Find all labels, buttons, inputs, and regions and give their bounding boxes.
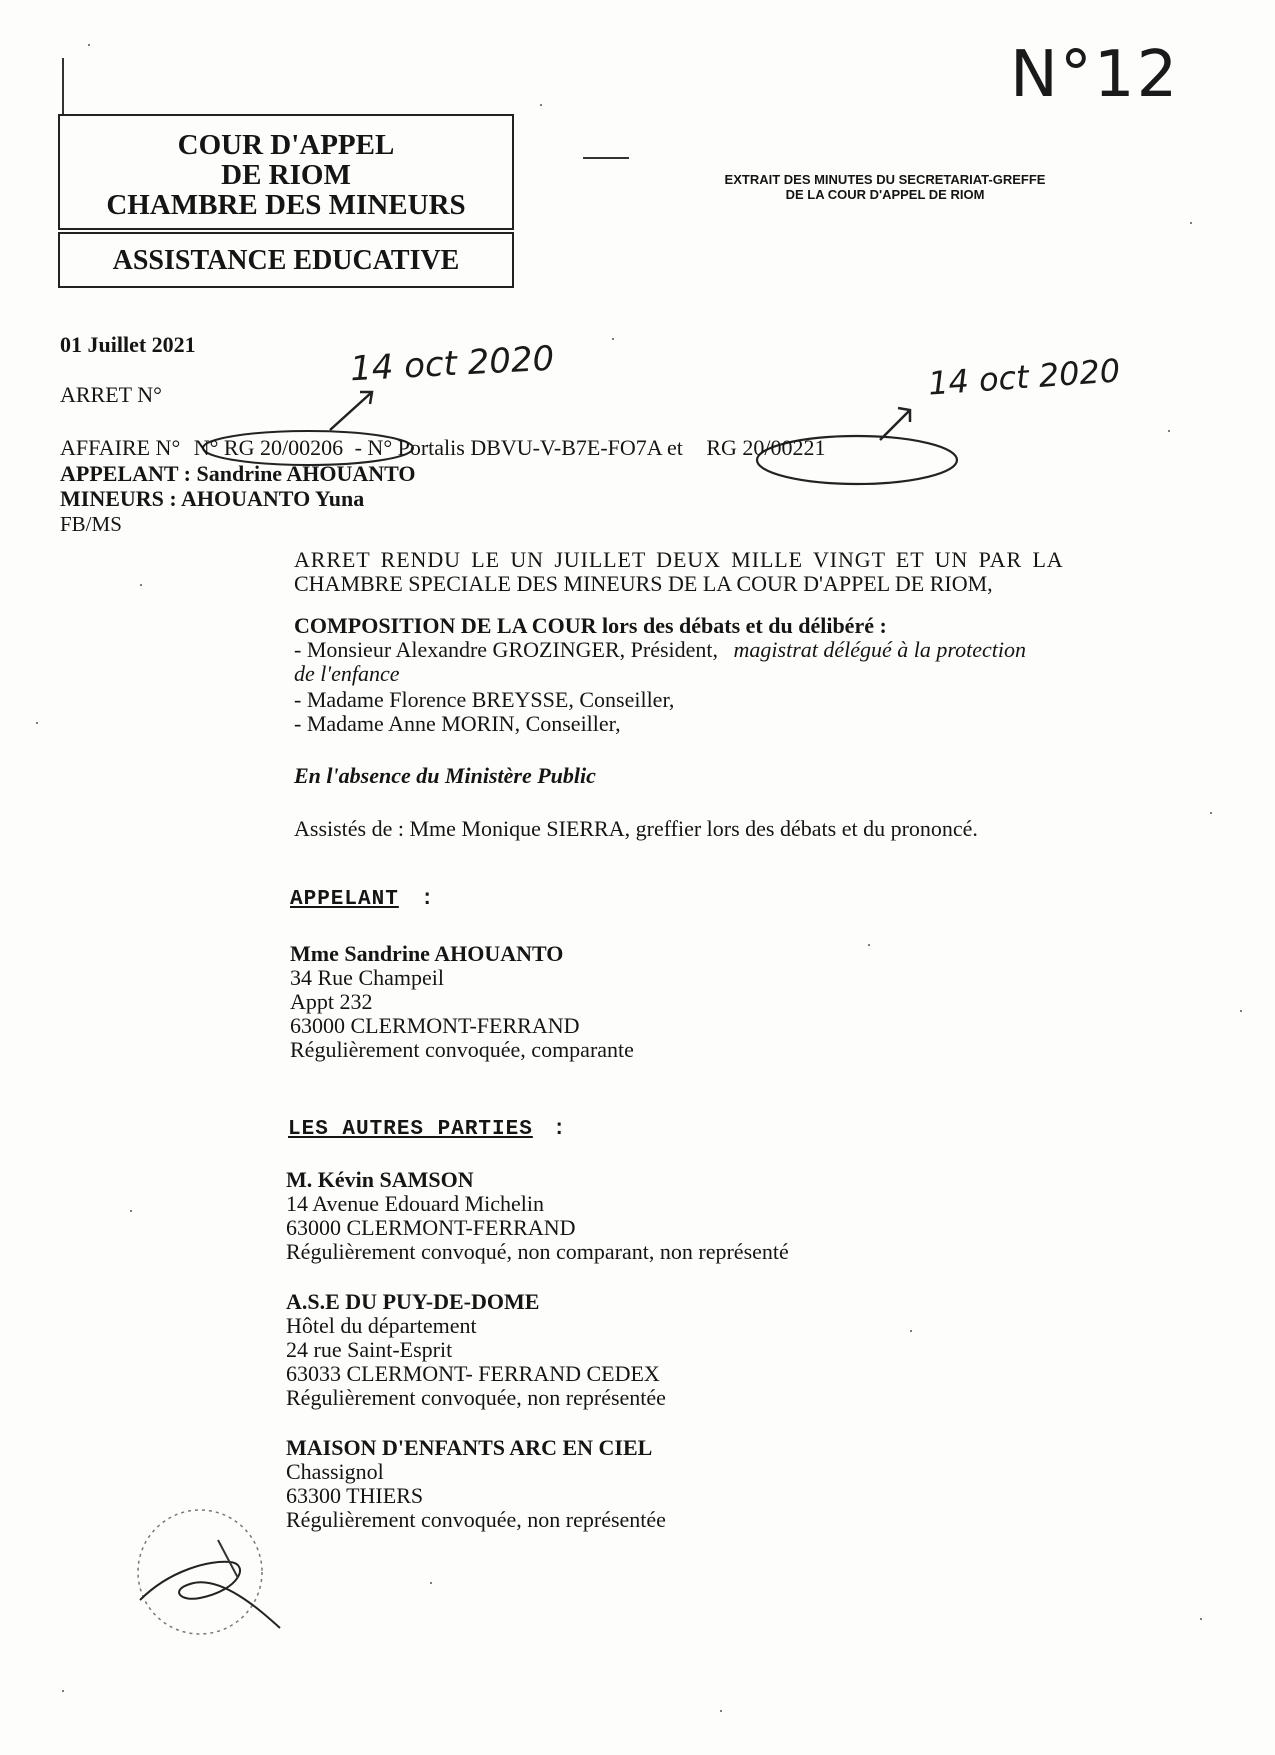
court-stamp-signature: [120, 1500, 290, 1650]
president-role: magistrat délégué à la protection: [733, 637, 1027, 662]
party-ase: [286, 1290, 666, 1410]
appelant-address-1: 34 Rue Champeil: [290, 965, 444, 990]
party-line: 63000 CLERMONT-FERRAND: [286, 1215, 576, 1240]
party-line: 24 rue Saint-Esprit: [286, 1337, 453, 1362]
rg-number-2: RG 20/00221: [706, 435, 826, 460]
affaire-line: [60, 436, 826, 460]
appelant-address-2: Appt 232: [290, 989, 373, 1014]
appelant-heading: APPELANT: [290, 888, 399, 911]
extract-line-1: EXTRAIT DES MINUTES DU SECRETARIAT-GREFFE: [724, 172, 1046, 187]
intro-paragraph: [294, 548, 1134, 596]
appelant-heading-colon: :: [420, 888, 435, 911]
assistes-line: Assistés de : Mme Monique SIERRA, greffier lors des débats et du prononcé.: [294, 816, 978, 841]
party-line: Régulièrement convoqué, non comparant, non représenté: [286, 1239, 789, 1264]
party-line: Hôtel du département: [286, 1313, 477, 1338]
stamp-circle: [138, 1510, 262, 1634]
court-name-line-1: COUR D'APPEL: [177, 129, 395, 161]
appelant-status: Régulièrement convoquée, comparante: [290, 1037, 634, 1062]
party-maison-enfants: [286, 1436, 666, 1532]
party-name: A.S.E DU PUY-DE-DOME: [286, 1289, 540, 1314]
affaire-prefix: AFFAIRE N°: [60, 435, 181, 460]
composition-heading: COMPOSITION DE LA COUR lors des débats et du délibéré :: [294, 613, 887, 638]
composition-section: [294, 614, 1154, 736]
handwritten-date-note-2: 14 oct 2020: [926, 351, 1122, 403]
handwritten-arrows: [0, 0, 1275, 500]
conseiller-2: - Madame Anne MORIN, Conseiller,: [294, 711, 621, 736]
handwritten-number-mark: N°12: [1010, 38, 1180, 112]
extract-line-2: DE LA COUR D'APPEL DE RIOM: [785, 187, 985, 202]
appelant-name: Mme Sandrine AHOUANTO: [290, 941, 564, 966]
court-name-line-2: DE RIOM: [221, 159, 351, 191]
party-line: Régulièrement convoquée, non représentée: [286, 1385, 666, 1410]
president-name: - Monsieur Alexandre GROZINGER, Président,: [294, 637, 719, 662]
arrow-2: [880, 408, 910, 440]
party-line: 63300 THIERS: [286, 1483, 424, 1508]
appelant-block: [290, 942, 634, 1062]
portalis-number: - N° Portalis DBVU-V-B7E-FO7A et: [354, 435, 683, 460]
conseiller-1: - Madame Florence BREYSSE, Conseiller,: [294, 687, 675, 712]
president-line: [294, 638, 1154, 662]
section-label: ASSISTANCE EDUCATIVE: [112, 245, 460, 276]
appelant-heading-row: [290, 888, 434, 911]
rg-number-1: N° RG 20/00206: [193, 435, 344, 460]
court-name-line-3: CHAMBRE DES MINEURS: [106, 189, 466, 221]
intro-line-2: CHAMBRE SPECIALE DES MINEURS DE LA COUR D'APPEL DE RIOM,: [294, 571, 993, 596]
mineurs-summary: MINEURS : AHOUANTO Yuna: [60, 486, 365, 511]
intro-line-1: ARRET RENDU LE UN JUILLET DEUX MILLE VINGT ET UN PAR LA: [294, 547, 1064, 572]
appelant-city: 63000 CLERMONT-FERRAND: [290, 1013, 580, 1038]
party-line: 14 Avenue Edouard Michelin: [286, 1191, 545, 1216]
autres-parties-heading: LES AUTRES PARTIES: [288, 1118, 533, 1141]
arrow-1: [330, 392, 372, 430]
party-line: Chassignol: [286, 1459, 384, 1484]
signature-tick: [218, 1540, 238, 1578]
autres-parties-heading-row: [288, 1118, 566, 1141]
arret-number-label: ARRET N°: [60, 382, 162, 407]
appelant-summary: APPELANT : Sandrine AHOUANTO: [60, 461, 416, 486]
president-role-cont: de l'enfance: [294, 661, 400, 686]
initials: FB/MS: [60, 512, 122, 536]
party-name: MAISON D'ENFANTS ARC EN CIEL: [286, 1435, 653, 1460]
ministere-public-note: En l'absence du Ministère Public: [294, 763, 596, 788]
party-line: 63033 CLERMONT- FERRAND CEDEX: [286, 1361, 660, 1386]
party-name: M. Kévin SAMSON: [286, 1167, 474, 1192]
signature-stroke: [140, 1562, 280, 1628]
party-samson: [286, 1168, 789, 1264]
handwritten-date-note-1: 14 oct 2020: [349, 338, 556, 390]
autres-parties-colon: :: [552, 1118, 567, 1141]
decision-date: 01 Juillet 2021: [60, 332, 196, 357]
party-line: Régulièrement convoquée, non représentée: [286, 1507, 666, 1532]
